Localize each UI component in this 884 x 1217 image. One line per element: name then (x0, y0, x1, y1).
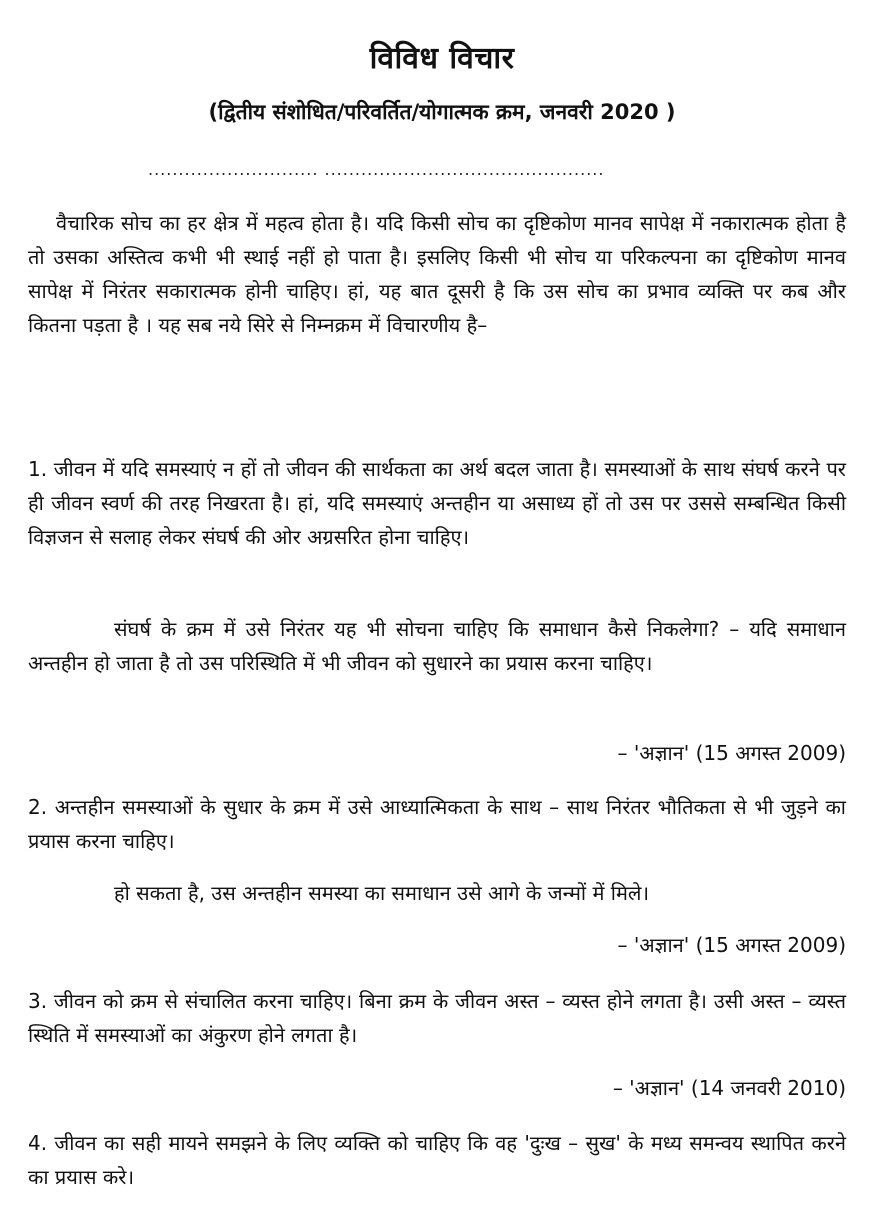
item-4-text: 4. जीवन का सही मायने समझने के लिए व्यक्ति को चाहिए कि वह 'दुःख – सुख' के मध्य समन्वय स्थापित करने का प्रयास करे। (28, 1131, 846, 1189)
item-2-signature: – 'अज्ञान' (15 अगस्त 2009) (617, 933, 846, 957)
item-1-text: 1. जीवन में यदि समस्याएं न हों तो जीवन की सार्थकता का अर्थ बदल जाता है। समस्याओं के साथ संघर्ष करने पर ही जीवन स्वर्ण की तरह निखरता है। हां, यदि समस्याएं अन्तहीन या असाध्य हों तो उस पर उससे सम्बन्धित किसी विज्ञजन से सलाह लेकर संघर्ष की ओर अग्रसरित होना चाहिए। (28, 457, 846, 549)
dotted-separator: ............................ .............................................. (148, 160, 605, 179)
document-subtitle: (द्वितीय संशोधित/परिवर्तित/योगात्मक क्रम, जनवरी 2020 ) (208, 100, 676, 124)
item-1-signature: – 'अज्ञान' (15 अगस्त 2009) (617, 741, 846, 765)
document-title: विविध विचार (369, 41, 515, 76)
item-1-note: संघर्ष के क्रम में उसे निरंतर यह भी सोचना चाहिए कि समाधान कैसे निकलेगा? – यदि समाधान अन्तहीन हो जाता है तो उस परिस्थिति में भी जीवन को सुधारने का प्रयास करना चाहिए। (28, 617, 846, 675)
intro-paragraph: वैचारिक सोच का हर क्षेत्र में महत्व होता है। यदि किसी सोच का दृष्टिकोण मानव सापेक्ष में नकारात्मक होता है तो उसका अस्तित्व कभी भी स्थाई नहीं हो पाता है। इसलिए किसी भी सोच या परिकल्पना का दृष्टिकोण मानव सापेक्ष में निरंतर सकारात्मक होनी चाहिए। हां, यह बात दूसरी है कि उस सोच का प्रभाव व्यक्ति पर कब और कितना पड़ता है । यह सब नये सिरे से निम्नक्रम में विचारणीय है– (28, 211, 846, 337)
item-3-signature: – 'अज्ञान' (14 जनवरी 2010) (612, 1076, 846, 1100)
item-3-text: 3. जीवन को क्रम से संचालित करना चाहिए। बिना क्रम के जीवन अस्त – व्यस्त होने लगता है। उसी अस्त – व्यस्त स्थिति में समस्याओं का अंकुरण होने लगता है। (28, 989, 846, 1047)
item-2-text: 2. अन्तहीन समस्याओं के सुधार के क्रम में उसे आध्यात्मिकता के साथ – साथ निरंतर भौतिकता से भी जुड़ने का प्रयास करना चाहिए। (28, 795, 846, 853)
item-2-note: हो सकता है, उस अन्तहीन समस्या का समाधान उसे आगे के जन्मों में मिले। (114, 881, 650, 905)
